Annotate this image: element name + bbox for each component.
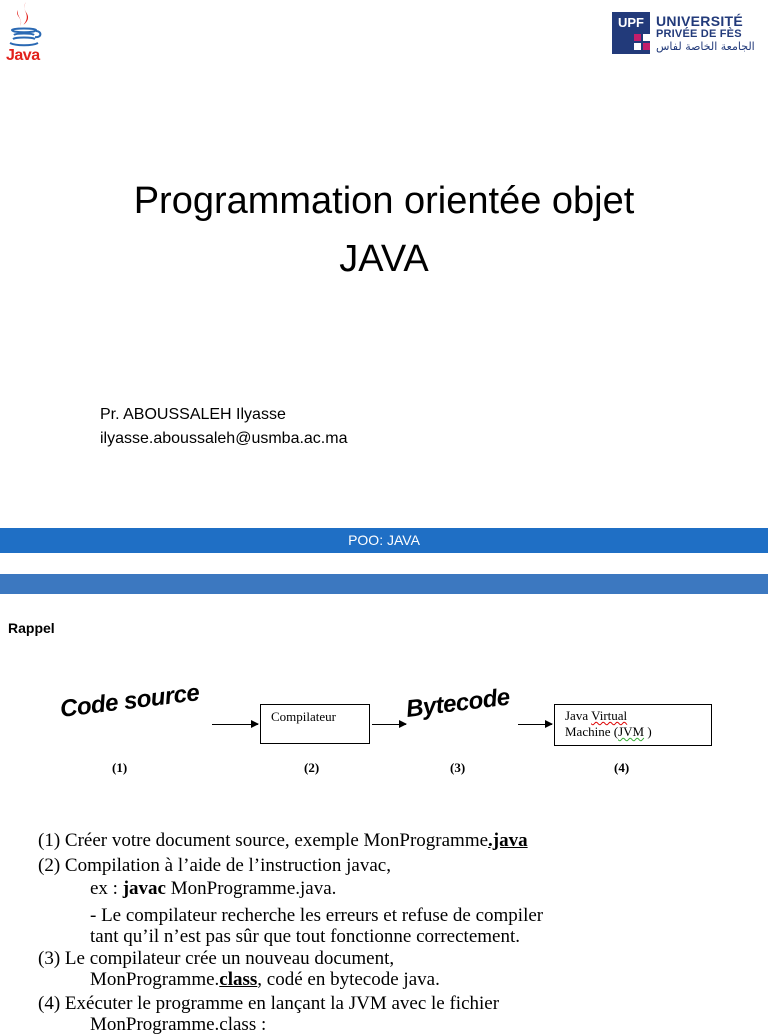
- step-2-ex-cmd: javac: [122, 878, 166, 899]
- university-name-line1: UNIVERSITÉ: [656, 13, 744, 29]
- step-2: (2) Compilation à l’aide de l’instruction javac,: [38, 855, 391, 876]
- diagram-label-2: (2): [304, 760, 320, 775]
- step-3-ext: class: [219, 969, 258, 990]
- step-3-post: , codé en bytecode java.: [257, 969, 440, 990]
- diagram-label-4: (4): [614, 760, 630, 775]
- jvm-virtual-word: Virtual: [591, 708, 628, 723]
- university-name-arabic: الجامعة الخاصة لفاس: [656, 40, 755, 53]
- jvm-line2: [565, 724, 701, 740]
- diagram-label-3: (3): [450, 760, 466, 775]
- step-1-text: ) Créer votre document source, exemple MonProgramme: [53, 830, 489, 851]
- diagram-arrow-3: [518, 724, 552, 725]
- slide-heading: Rappel: [8, 620, 55, 636]
- jvm-line2-c: ): [644, 724, 652, 739]
- step-4-line1: (4) Exécuter le programme en lançant la JVM avec le fichier: [38, 993, 500, 1014]
- step-3-line2: [90, 969, 440, 990]
- diagram-label-1: (1): [112, 760, 128, 775]
- slide-subtitle: JAVA: [339, 238, 429, 280]
- upf-squares-icon: [634, 34, 650, 50]
- java-logo-text: Java: [6, 47, 40, 64]
- upf-logo-box: UPF: [612, 12, 650, 54]
- diagram-bytecode: Bytecode: [404, 683, 512, 724]
- step-2-example: [90, 878, 336, 899]
- diagram-code-source: Code source: [58, 679, 201, 724]
- content-slide: [0, 574, 768, 1035]
- step-1-num: (1: [38, 830, 54, 851]
- slide-title: Programmation orientée objet: [133, 180, 635, 222]
- jvm-abbr: JVM: [618, 724, 645, 739]
- university-name-line2: PRIVÉE DE FÈS: [656, 28, 742, 40]
- step-3-pre: MonProgramme.: [90, 969, 220, 990]
- section-banner: POO: JAVA: [0, 528, 768, 553]
- step-1-ext: .java: [488, 830, 528, 851]
- diagram-compilateur-box: Compilateur: [260, 704, 370, 744]
- jvm-line2-a: Machine (: [565, 724, 619, 739]
- diagram-arrow-2: [372, 724, 406, 725]
- step-3-line1: (3) Le compilateur crée un nouveau document,: [38, 948, 395, 969]
- jvm-line1: Java Virtual: [565, 708, 628, 723]
- step-1: [38, 830, 528, 851]
- step-2-ex-pre: ex :: [90, 878, 123, 899]
- step-4-line2: MonProgramme.class :: [90, 1014, 267, 1035]
- university-logo: [612, 12, 764, 54]
- step-2-note-1: - Le compilateur recherche les erreurs et refuse de compiler: [90, 905, 544, 926]
- slide-header-bar: [0, 574, 768, 594]
- author-email: ilyasse.aboussaleh@usmba.ac.ma: [100, 430, 348, 447]
- diagram-jvm-box: [554, 704, 712, 746]
- diagram-arrow-1: [212, 724, 258, 725]
- step-2-ex-post: MonProgramme.java.: [165, 878, 337, 899]
- author-name: Pr. ABOUSSALEH Ilyasse: [100, 406, 286, 423]
- step-2-note-2: tant qu’il n’est pas sûr que tout fonctionne correctement.: [90, 926, 521, 947]
